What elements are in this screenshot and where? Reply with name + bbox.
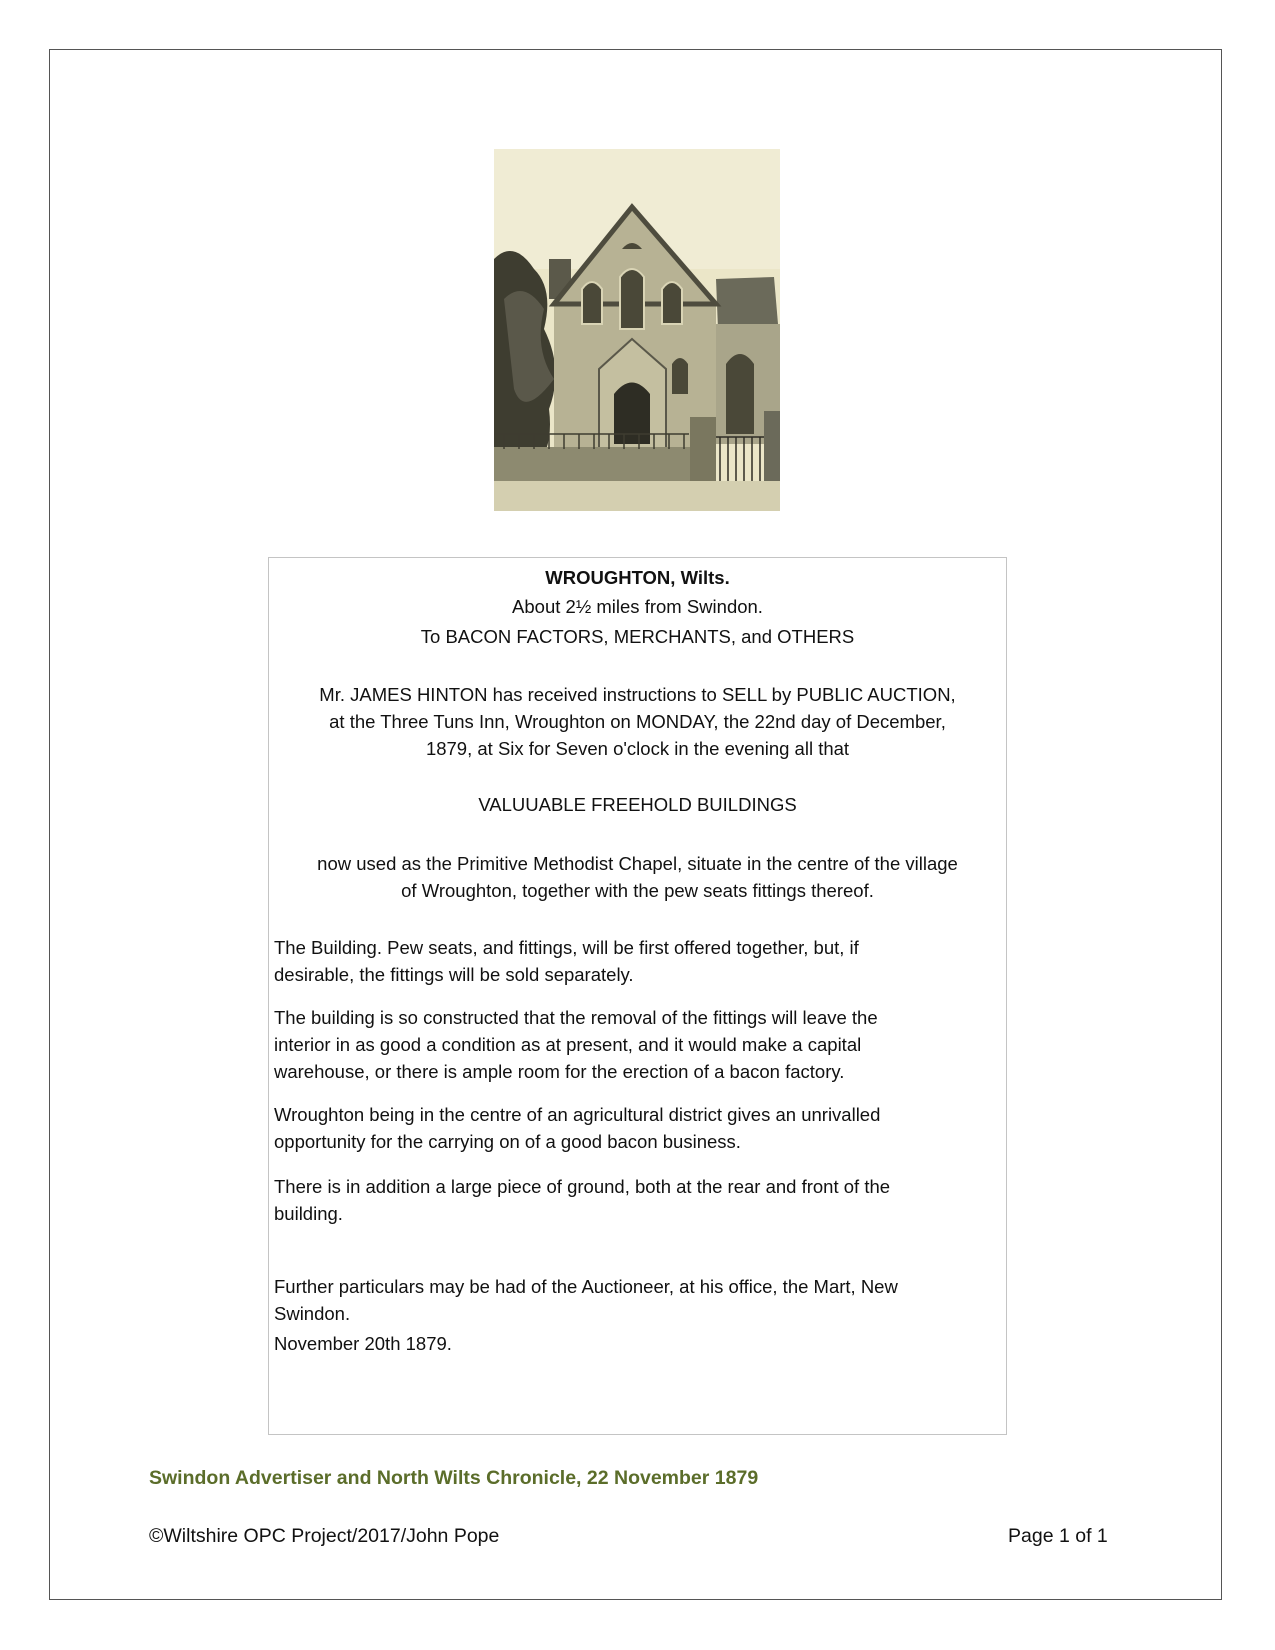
source-caption: Swindon Advertiser and North Wilts Chronicle, 22 November 1879 (149, 1467, 759, 1489)
notice-paragraph-5 (269, 1273, 1006, 1327)
notice-audience: To BACON FACTORS, MERCHANTS, and OTHERS (420, 626, 855, 647)
notice-paragraph-3 (269, 1101, 1006, 1155)
notice-paragraph-1 (269, 934, 1006, 988)
notice-distance: About 2½ miles from Swindon. (512, 596, 763, 617)
notice-paragraph-2 (269, 1004, 1006, 1085)
notice-paragraph-4 (269, 1173, 1006, 1227)
usage-line: of Wroughton, together with the pew seats fittings thereof. (401, 880, 874, 901)
paragraph-line: Swindon. (274, 1303, 351, 1324)
chapel-photo (494, 149, 780, 511)
footer-copyright: ©Wiltshire OPC Project/2017/John Pope (149, 1525, 500, 1547)
paragraph-line: Further particulars may be had of the Auctioneer, at his office, the Mart, New (274, 1276, 898, 1297)
paragraph-line: The Building. Pew seats, and fittings, will be first offered together, but, if (274, 937, 859, 958)
notice-date: November 20th 1879. (274, 1333, 452, 1354)
intro-line: at the Three Tuns Inn, Wroughton on MONDAY, the 22nd day of December, (329, 711, 946, 732)
paragraph-line: desirable, the fittings will be sold separately. (274, 964, 634, 985)
paragraph-line: interior in as good a condition as at present, and it would make a capital (274, 1034, 862, 1055)
paragraph-line: Wroughton being in the centre of an agricultural district gives an unrivalled (274, 1104, 881, 1125)
notice-title: WROUGHTON, Wilts. (545, 567, 730, 588)
paragraph-line: warehouse, or there is ample room for the erection of a bacon factory. (274, 1061, 845, 1082)
notice-heading: VALUUABLE FREEHOLD BUILDINGS (478, 794, 797, 815)
paragraph-line: There is in addition a large piece of ground, both at the rear and front of the (274, 1176, 891, 1197)
notice-usage (269, 850, 1006, 904)
intro-line: Mr. JAMES HINTON has received instructions to SELL by PUBLIC AUCTION, (319, 684, 956, 705)
notice-intro (269, 681, 1006, 762)
intro-line: 1879, at Six for Seven o'clock in the evening all that (425, 738, 850, 759)
usage-line: now used as the Primitive Methodist Chapel, situate in the centre of the village (317, 853, 958, 874)
paragraph-line: opportunity for the carrying on of a good bacon business. (274, 1131, 741, 1152)
auction-notice (268, 557, 1007, 1435)
paragraph-line: building. (274, 1203, 343, 1224)
paragraph-line: The building is so constructed that the removal of the fittings will leave the (274, 1007, 878, 1028)
footer-page-number: Page 1 of 1 (1008, 1525, 1108, 1547)
